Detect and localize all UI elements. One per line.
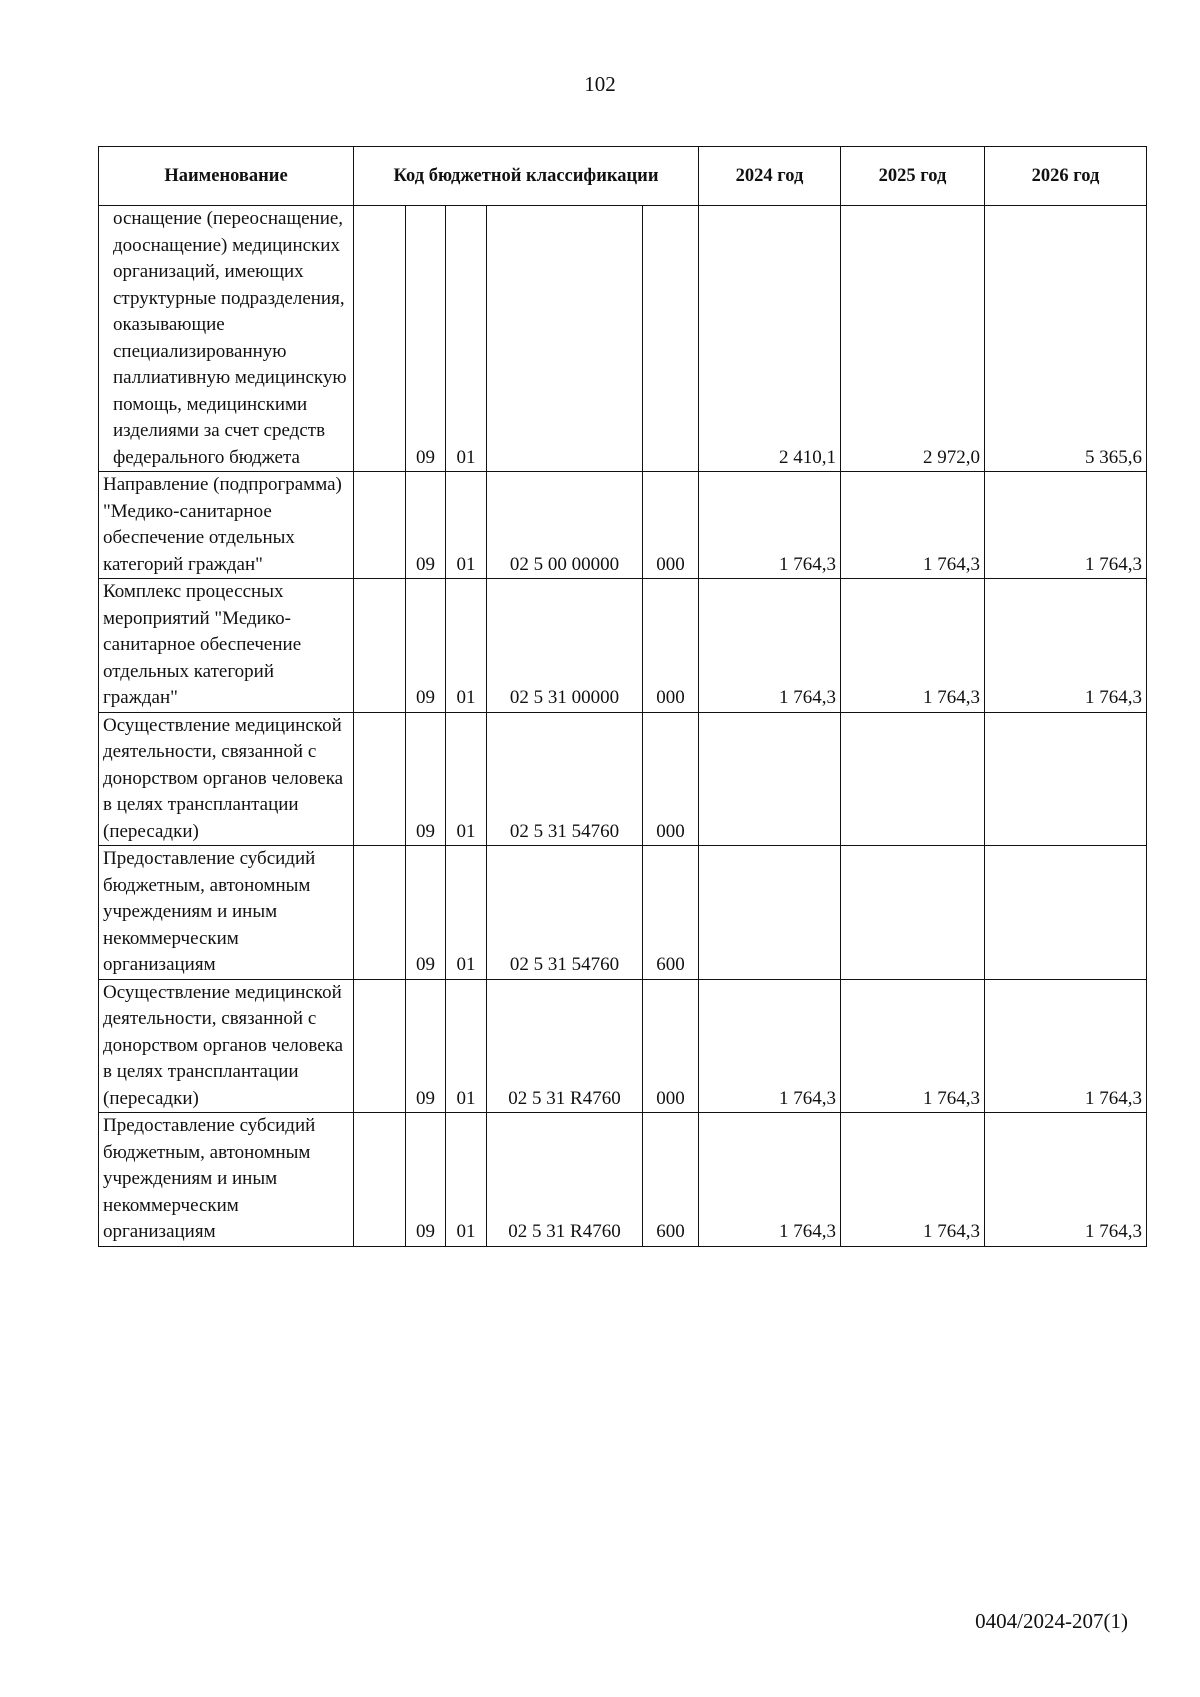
value-2024 bbox=[699, 712, 841, 846]
code-col-1 bbox=[354, 979, 406, 1113]
value-2026: 1 764,3 bbox=[985, 579, 1147, 713]
code-target-article: 02 5 31 R4760 bbox=[487, 1113, 643, 1247]
row-name: оснащение (переоснащение, дооснащение) медицинских организаций, имеющих структурные подразделения, оказывающие специализированную паллиативную медицинскую помощь, медицинскими изделиями за счет средств федерального бюджета bbox=[99, 206, 354, 472]
value-2024: 1 764,3 bbox=[699, 579, 841, 713]
code-subsection: 01 bbox=[446, 579, 487, 713]
code-subsection: 01 bbox=[446, 846, 487, 980]
code-section: 09 bbox=[406, 712, 446, 846]
value-2024: 1 764,3 bbox=[699, 979, 841, 1113]
code-section: 09 bbox=[406, 579, 446, 713]
code-subsection: 01 bbox=[446, 206, 487, 472]
value-2024: 2 410,1 bbox=[699, 206, 841, 472]
header-2026: 2026 год bbox=[985, 147, 1147, 206]
code-expense-type: 000 bbox=[643, 712, 699, 846]
value-2024: 1 764,3 bbox=[699, 472, 841, 579]
value-2025 bbox=[841, 712, 985, 846]
value-2025: 1 764,3 bbox=[841, 472, 985, 579]
code-target-article: 02 5 31 54760 bbox=[487, 846, 643, 980]
budget-table bbox=[98, 146, 1147, 1247]
header-2024: 2024 год bbox=[699, 147, 841, 206]
table-row bbox=[99, 846, 1147, 980]
table-row bbox=[99, 712, 1147, 846]
code-section: 09 bbox=[406, 846, 446, 980]
table-header-row bbox=[99, 147, 1147, 206]
code-col-1 bbox=[354, 472, 406, 579]
row-name: Направление (подпрограмма) "Медико-санитарное обеспечение отдельных категорий граждан" bbox=[99, 472, 354, 579]
document-code: 0404/2024-207(1) bbox=[975, 1609, 1128, 1633]
value-2026: 1 764,3 bbox=[985, 1113, 1147, 1247]
code-subsection: 01 bbox=[446, 712, 487, 846]
code-subsection: 01 bbox=[446, 979, 487, 1113]
row-name: Осуществление медицинской деятельности, связанной с донорством органов человека в целях трансплантации (пересадки) bbox=[99, 979, 354, 1113]
row-name: Предоставление субсидий бюджетным, автономным учреждениям и иным некоммерческим организациям bbox=[99, 846, 354, 980]
table-row bbox=[99, 579, 1147, 713]
value-2024 bbox=[699, 846, 841, 980]
value-2025: 2 972,0 bbox=[841, 206, 985, 472]
code-section: 09 bbox=[406, 979, 446, 1113]
code-col-1 bbox=[354, 579, 406, 713]
code-section: 09 bbox=[406, 206, 446, 472]
value-2026 bbox=[985, 846, 1147, 980]
value-2026: 1 764,3 bbox=[985, 472, 1147, 579]
code-target-article: 02 5 31 R4760 bbox=[487, 979, 643, 1113]
value-2026: 5 365,6 bbox=[985, 206, 1147, 472]
code-target-article bbox=[487, 206, 643, 472]
code-expense-type: 000 bbox=[643, 472, 699, 579]
value-2026: 1 764,3 bbox=[985, 979, 1147, 1113]
code-col-1 bbox=[354, 206, 406, 472]
value-2025: 1 764,3 bbox=[841, 579, 985, 713]
header-2025: 2025 год bbox=[841, 147, 985, 206]
code-section: 09 bbox=[406, 472, 446, 579]
value-2026 bbox=[985, 712, 1147, 846]
code-target-article: 02 5 31 00000 bbox=[487, 579, 643, 713]
row-name: Предоставление субсидий бюджетным, автономным учреждениям и иным некоммерческим организациям bbox=[99, 1113, 354, 1247]
code-expense-type: 000 bbox=[643, 979, 699, 1113]
code-expense-type bbox=[643, 206, 699, 472]
code-expense-type: 600 bbox=[643, 1113, 699, 1247]
code-expense-type: 000 bbox=[643, 579, 699, 713]
value-2025: 1 764,3 bbox=[841, 1113, 985, 1247]
value-2025: 1 764,3 bbox=[841, 979, 985, 1113]
code-col-1 bbox=[354, 712, 406, 846]
code-subsection: 01 bbox=[446, 1113, 487, 1247]
table-row bbox=[99, 206, 1147, 472]
table-row bbox=[99, 472, 1147, 579]
header-name: Наименование bbox=[99, 147, 354, 206]
value-2024: 1 764,3 bbox=[699, 1113, 841, 1247]
table-row bbox=[99, 979, 1147, 1113]
header-code: Код бюджетной классификации bbox=[354, 147, 699, 206]
code-col-1 bbox=[354, 1113, 406, 1247]
table-row bbox=[99, 1113, 1147, 1247]
code-expense-type: 600 bbox=[643, 846, 699, 980]
row-name: Комплекс процессных мероприятий "Медико-санитарное обеспечение отдельных категорий граждан" bbox=[99, 579, 354, 713]
page-number: 102 bbox=[584, 72, 616, 96]
code-section: 09 bbox=[406, 1113, 446, 1247]
code-subsection: 01 bbox=[446, 472, 487, 579]
value-2025 bbox=[841, 846, 985, 980]
row-name: Осуществление медицинской деятельности, связанной с донорством органов человека в целях трансплантации (пересадки) bbox=[99, 712, 354, 846]
code-target-article: 02 5 31 54760 bbox=[487, 712, 643, 846]
code-target-article: 02 5 00 00000 bbox=[487, 472, 643, 579]
code-col-1 bbox=[354, 846, 406, 980]
